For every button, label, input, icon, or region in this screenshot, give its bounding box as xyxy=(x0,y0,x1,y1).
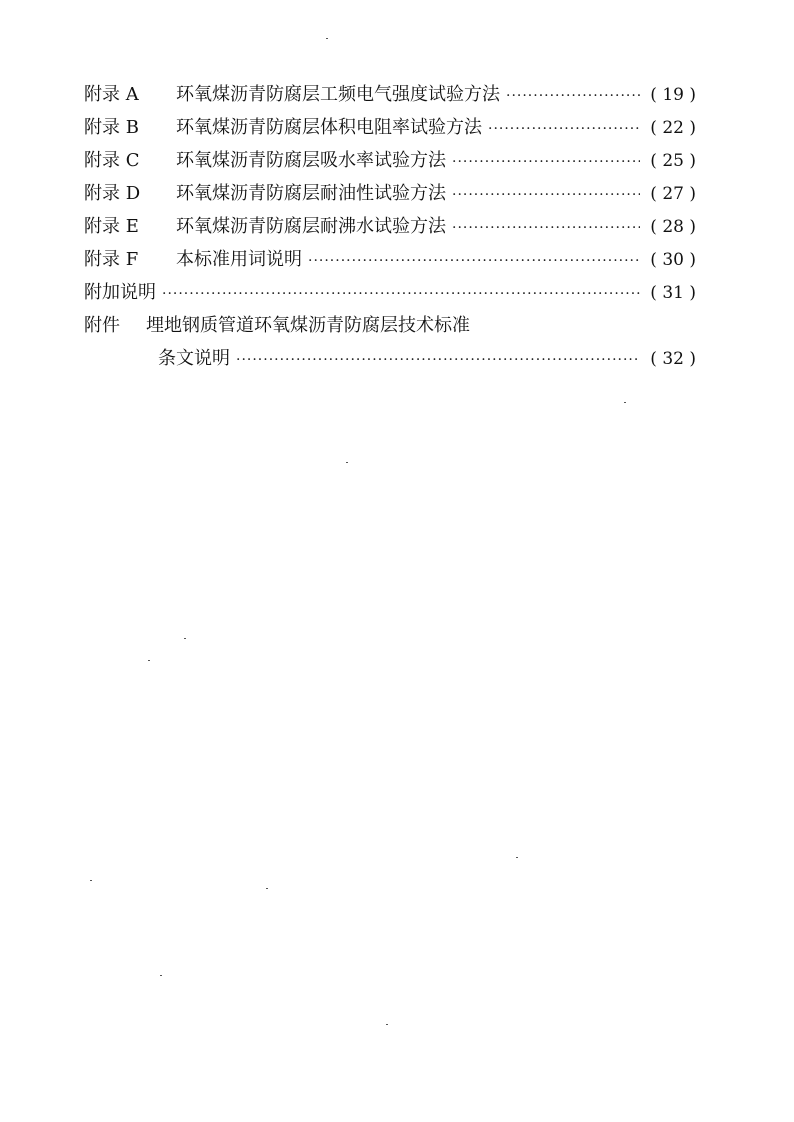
toc-entry-title: 环氧煤沥青防腐层工频电气强度试验方法 xyxy=(176,84,500,105)
toc-entry-page: ( 19 ) xyxy=(650,85,696,105)
dot-leader xyxy=(230,344,640,377)
dot-leader xyxy=(500,80,640,113)
toc-entry-page: ( 32 ) xyxy=(650,349,696,369)
scan-speck xyxy=(90,880,92,881)
toc-entry-appendix-b[interactable] xyxy=(84,111,696,144)
scan-speck xyxy=(624,402,626,403)
dot-leader xyxy=(482,113,640,146)
toc-entry-page: ( 28 ) xyxy=(650,217,696,237)
toc-entry-appendix-d[interactable] xyxy=(84,177,696,210)
toc-entry-title: 埋地钢质管道环氧煤沥青防腐层技术标准 xyxy=(146,315,470,336)
dot-leader xyxy=(156,278,640,311)
scan-speck xyxy=(184,638,186,639)
toc-entry-title: 环氧煤沥青防腐层耐沸水试验方法 xyxy=(176,216,446,237)
toc-entry-title: 本标准用词说明 xyxy=(176,249,302,270)
scan-speck xyxy=(266,888,268,889)
toc-entry-page: ( 31 ) xyxy=(650,283,696,303)
toc-entry-label: 附录 B xyxy=(84,117,139,138)
toc-entry-additional-notes[interactable] xyxy=(84,276,696,309)
dot-leader xyxy=(302,245,640,278)
toc-entry-label: 附录 D xyxy=(84,183,141,204)
toc-entry-label: 附录 A xyxy=(84,84,139,105)
scan-speck xyxy=(326,38,328,39)
toc-entry-appendix-f[interactable] xyxy=(84,243,696,276)
scan-speck xyxy=(516,857,518,858)
toc-entry-clause-explanation[interactable] xyxy=(84,342,696,375)
toc-entry-appendix-c[interactable] xyxy=(84,144,696,177)
toc-entry-appendix-a[interactable] xyxy=(84,78,696,111)
toc-entry-title: 环氧煤沥青防腐层耐油性试验方法 xyxy=(176,183,446,204)
toc-entry-page: ( 25 ) xyxy=(650,151,696,171)
toc-entry-attachment[interactable] xyxy=(84,309,696,342)
toc-entry-label: 附录 C xyxy=(84,150,140,171)
toc-entry-title: 环氧煤沥青防腐层吸水率试验方法 xyxy=(176,150,446,171)
table-of-contents xyxy=(84,78,696,375)
toc-entry-page: ( 30 ) xyxy=(650,250,696,270)
dot-leader xyxy=(446,212,640,245)
dot-leader xyxy=(446,146,640,179)
toc-entry-appendix-e[interactable] xyxy=(84,210,696,243)
scan-speck xyxy=(346,462,348,463)
scan-speck xyxy=(148,660,150,661)
toc-entry-label: 附录 F xyxy=(84,249,139,270)
toc-entry-label: 附加说明 xyxy=(84,282,156,303)
toc-entry-page: ( 27 ) xyxy=(650,184,696,204)
scan-speck xyxy=(386,1024,388,1025)
toc-entry-page: ( 22 ) xyxy=(650,118,696,138)
toc-entry-label: 附件 xyxy=(84,315,120,336)
scan-speck xyxy=(160,975,162,976)
toc-entry-title: 环氧煤沥青防腐层体积电阻率试验方法 xyxy=(176,117,482,138)
toc-entry-label: 附录 E xyxy=(84,216,139,237)
toc-entry-title: 条文说明 xyxy=(158,348,230,369)
dot-leader xyxy=(446,179,640,212)
